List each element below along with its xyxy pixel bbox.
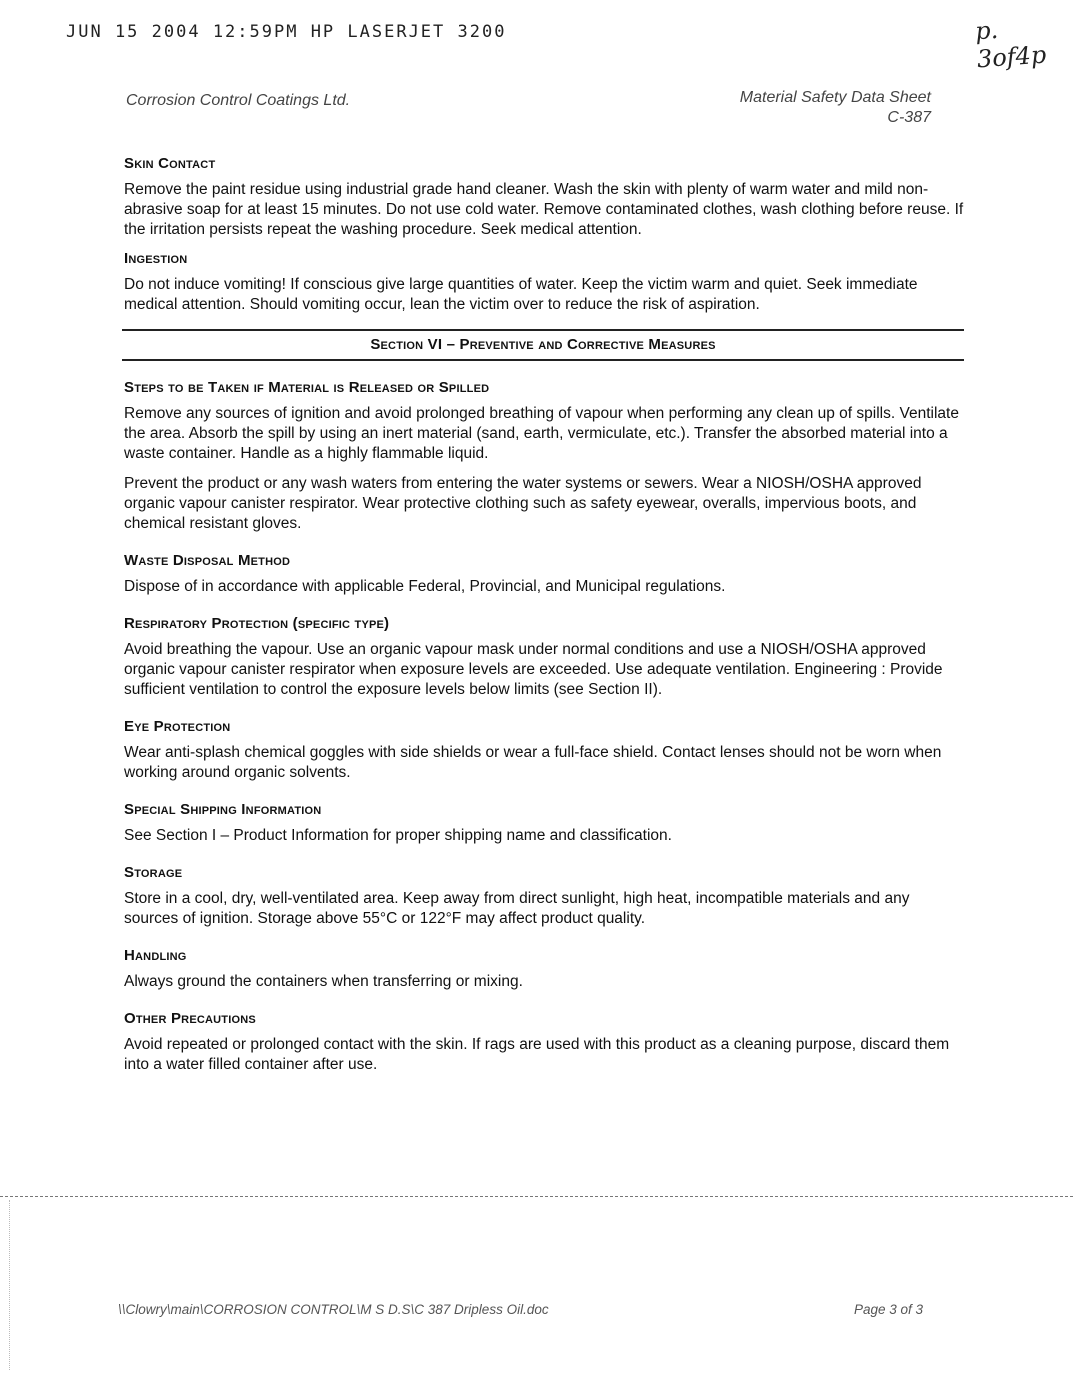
document-body xyxy=(124,155,964,1093)
respiratory-text: Avoid breathing the vapour. Use an organic vapour mask under normal conditions and use a NIOSH/OSHA approved organic vapour canister respirator when exposure levels are exceeded. Use adequate ventilation. Engineering : Provide sufficient ventilation to control the exposure levels below limits (see Section II). xyxy=(124,641,943,698)
document-number: C-387 xyxy=(887,109,931,126)
skin-contact-heading: Skin Contact xyxy=(124,155,216,172)
ingestion-text: Do not induce vomiting! If conscious give large quantities of water. Keep the victim warm and quiet. Seek immediate medical attention. Should vomiting occur, lean the victim over to reduce the risk of aspiration. xyxy=(124,276,918,313)
spill-text-1: Remove any sources of ignition and avoid prolonged breathing of vapour when performing any clean up of spills. Ventilate the area. Absorb the spill by using an inert material (sand, earth, vermiculate, etc.). Transfer the absorbed material into a waste container. Handle as a highly flammable liquid. xyxy=(124,405,959,462)
section-vi-title: Section VI – Preventive and Corrective Measures xyxy=(122,329,964,361)
handling-block xyxy=(124,947,964,992)
storage-heading: Storage xyxy=(124,864,183,881)
other-block xyxy=(124,1010,964,1075)
storage-block xyxy=(124,864,964,929)
eye-block xyxy=(124,718,964,783)
skin-contact-block xyxy=(124,155,964,240)
shipping-block xyxy=(124,801,964,846)
spill-text-2: Prevent the product or any wash waters from entering the water systems or sewers. Wear a NIOSH/OSHA approved organic vapour canister respirator. Wear protective clothing such as safety eyewear, overalls, impervious boots, and chemical resistant gloves. xyxy=(124,475,922,532)
spill-block xyxy=(124,379,964,534)
scan-edge-mark xyxy=(9,1200,10,1370)
footer-divider xyxy=(0,1196,1073,1197)
handwritten-page-note: p. 3of4p xyxy=(974,15,1048,74)
handling-text: Always ground the containers when transferring or mixing. xyxy=(124,973,523,990)
footer-page-number: Page 3 of 3 xyxy=(853,1302,923,1317)
respiratory-block xyxy=(124,615,964,700)
company-name: Corrosion Control Coatings Ltd. xyxy=(126,92,351,109)
handling-heading: Handling xyxy=(124,947,187,964)
eye-text: Wear anti-splash chemical goggles with side shields or wear a full-face shield. Contact lenses should not be worn when working around organic solvents. xyxy=(124,744,942,781)
document-title: Material Safety Data Sheet xyxy=(739,89,931,106)
fax-header: JUN 15 2004 12:59PM HP LASERJET 3200 xyxy=(66,22,507,42)
footer-file-path: \\Clowry\main\CORROSION CONTROL\M S D.S\C 387 Dripless Oil.doc xyxy=(118,1302,549,1317)
document-title-block xyxy=(740,88,931,128)
waste-heading: Waste Disposal Method xyxy=(124,552,291,569)
shipping-text: See Section I – Product Information for proper shipping name and classification. xyxy=(124,827,672,844)
spill-heading: Steps to be Taken if Material is Released or Spilled xyxy=(124,379,490,396)
ingestion-block xyxy=(124,250,964,315)
skin-contact-text: Remove the paint residue using industrial grade hand cleaner. Wash the skin with plenty of warm water and mild non-abrasive soap for at least 15 minutes. Do not use cold water. Remove contaminated clothes, wash clothing before reuse. If the irritation persists repeat the washing procedure. Seek medical attention. xyxy=(124,181,964,238)
respiratory-heading: Respiratory Protection (specific type) xyxy=(124,615,390,632)
waste-block xyxy=(124,552,964,597)
other-text: Avoid repeated or prolonged contact with the skin. If rags are used with this product as a cleaning purpose, discard them into a water filled container after use. xyxy=(124,1036,950,1073)
storage-text: Store in a cool, dry, well-ventilated area. Keep away from direct sunlight, high heat, incompatible materials and any sources of ignition. Storage above 55°C or 122°F may affect product quality. xyxy=(124,890,910,927)
ingestion-heading: Ingestion xyxy=(124,250,188,267)
shipping-heading: Special Shipping Information xyxy=(124,801,322,818)
waste-text: Dispose of in accordance with applicable Federal, Provincial, and Municipal regulations. xyxy=(124,578,726,595)
eye-heading: Eye Protection xyxy=(124,718,231,735)
other-heading: Other Precautions xyxy=(124,1010,256,1027)
